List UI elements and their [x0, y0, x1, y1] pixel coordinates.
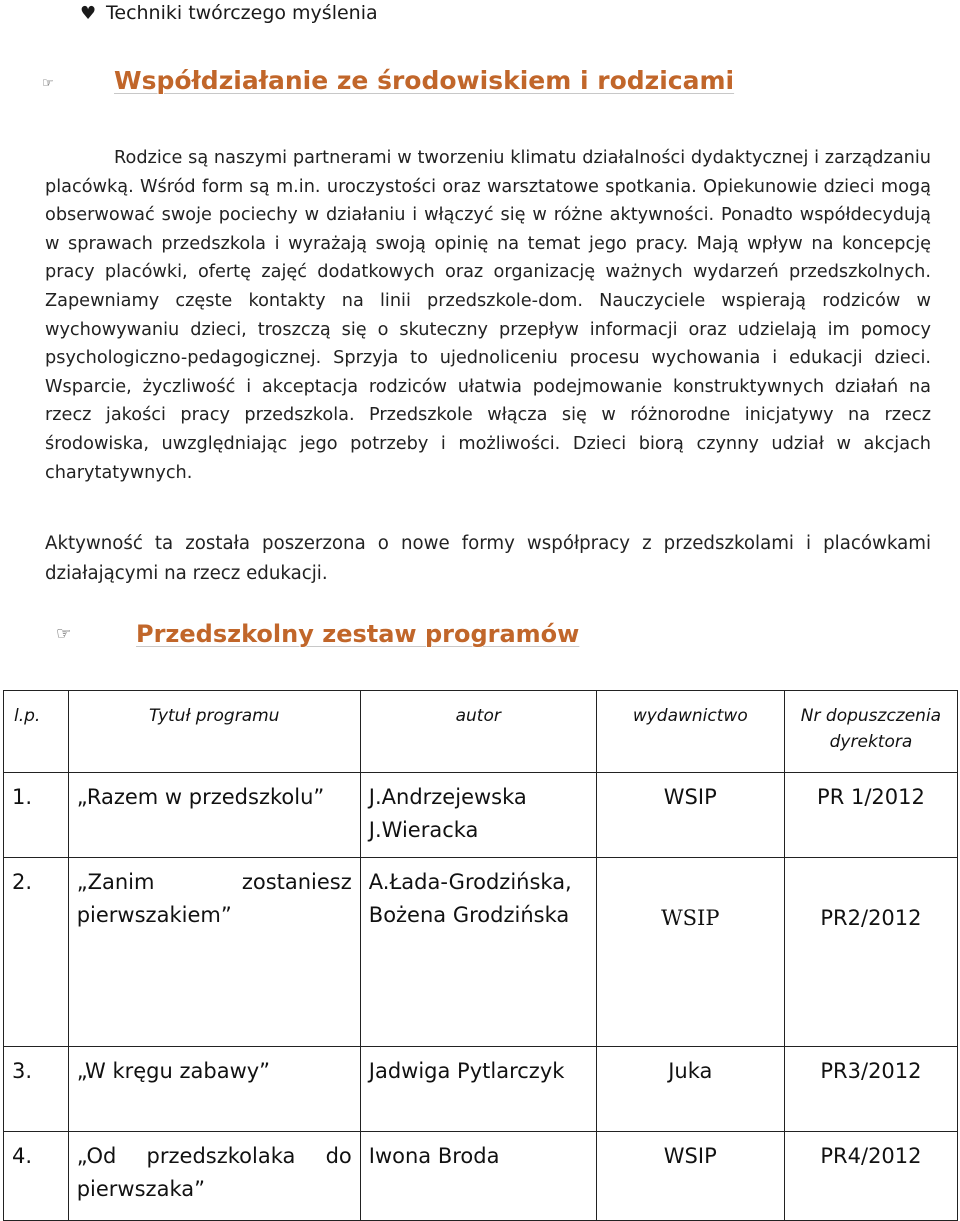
cell-author — [360, 858, 596, 1047]
top-list-item-text: Techniki twórczego myślenia — [106, 2, 378, 24]
section-title: Przedszkolny zestaw programów — [136, 620, 580, 648]
cell-title: „Zanim zostaniesz pierwszakiem” — [68, 858, 360, 1047]
cell-lp: 4. — [4, 1132, 69, 1221]
cell-author — [360, 1047, 596, 1132]
author-line: A.Łada-Grodzińska, — [368, 870, 572, 894]
table-header-row — [4, 691, 958, 773]
header-publisher: wydawnictwo — [596, 691, 784, 773]
cell-number: PR3/2012 — [784, 1047, 957, 1132]
cell-title: „Razem w przedszkolu” — [68, 773, 360, 858]
cell-number: PR4/2012 — [784, 1132, 957, 1221]
cell-title: „W kręgu zabawy” — [68, 1047, 360, 1132]
pointing-hand-icon: ☞ — [42, 76, 54, 91]
cell-publisher: Juka — [596, 1047, 784, 1132]
programs-table — [3, 690, 958, 1221]
table-row — [4, 858, 958, 1047]
pointing-hand-icon: ☞ — [56, 624, 72, 644]
author-line: Iwona Broda — [368, 1144, 500, 1168]
header-number: Nr dopuszczenia dyrektora — [784, 691, 957, 773]
section-title: Współdziałanie ze środowiskiem i rodzicami — [114, 66, 735, 95]
table-row — [4, 773, 958, 858]
top-list-item — [80, 0, 378, 26]
cell-lp: 2. — [4, 858, 69, 1047]
table-row — [4, 1047, 958, 1132]
author-line: Jadwiga Pytlarczyk — [368, 1059, 565, 1083]
author-line: Bożena Grodzińska — [368, 903, 570, 927]
cell-publisher: WSIP — [596, 1132, 784, 1221]
header-lp: l.p. — [4, 691, 69, 773]
author-line: J.Andrzejewska — [368, 785, 527, 809]
section-heading-programs — [56, 620, 579, 648]
cell-author — [360, 773, 596, 858]
cooperation-paragraph: Rodzice są naszymi partnerami w tworzeniu klimatu działalności dydaktycznej i zarządzaniu placówką. Wśród form są m.in. uroczystości oraz warsztatowe spotkania. Opiekunowie dzieci mogą obserwować swoje pociechy w działaniu i włączyć się w różne aktywności. Ponadto współdecydują w sprawach przedszkola i wyrażają swoją opinię na temat jego pracy. Mają wpływ na koncepcję pracy placówki, ofertę zajęć dodatkowych oraz organizację ważnych wydarzeń przedszkolnych. Zapewniamy częste kontakty na linii przedszkole-dom. Nauczyciele wspierają rodziców w wychowywaniu dzieci, troszczą się o skuteczny przepływ informacji oraz udzielają im pomocy psychologiczno-pedagogicznej. Sprzyja to ujednoliceniu procesu wychowania i edukacji dzieci. Wsparcie, życzliwość i akceptacja rodziców ułatwia podejmowanie konstruktywnych działań na rzecz jakości pracy przedszkola. Przedszkole włącza się w różnorodne inicjatywy na rzecz środowiska, uwzględniając jego potrzeby i możliwości. Dzieci biorą czynny udział w akcjach charytatywnych. — [45, 148, 931, 483]
cell-author — [360, 1132, 596, 1221]
section-heading-cooperation — [42, 66, 734, 95]
cell-title: „Od przedszkolaka do pierwszaka” — [68, 1132, 360, 1221]
cell-lp: 3. — [4, 1047, 69, 1132]
heart-bullet-icon: ♥ — [80, 2, 97, 24]
cell-number: PR 1/2012 — [784, 773, 957, 858]
cooperation-paragraph-2: Aktywność ta została poszerzona o nowe formy współpracy z przedszkolami i placówkami działającymi na rzecz edukacji. — [45, 533, 931, 584]
table-row — [4, 1132, 958, 1221]
cell-publisher: WSIP — [596, 858, 784, 1047]
cell-lp: 1. — [4, 773, 69, 858]
header-author: autor — [360, 691, 596, 773]
cell-number: PR2/2012 — [784, 858, 957, 1047]
cell-publisher: WSIP — [596, 773, 784, 858]
header-title: Tytuł programu — [68, 691, 360, 773]
author-line: J.Wieracka — [368, 818, 479, 842]
